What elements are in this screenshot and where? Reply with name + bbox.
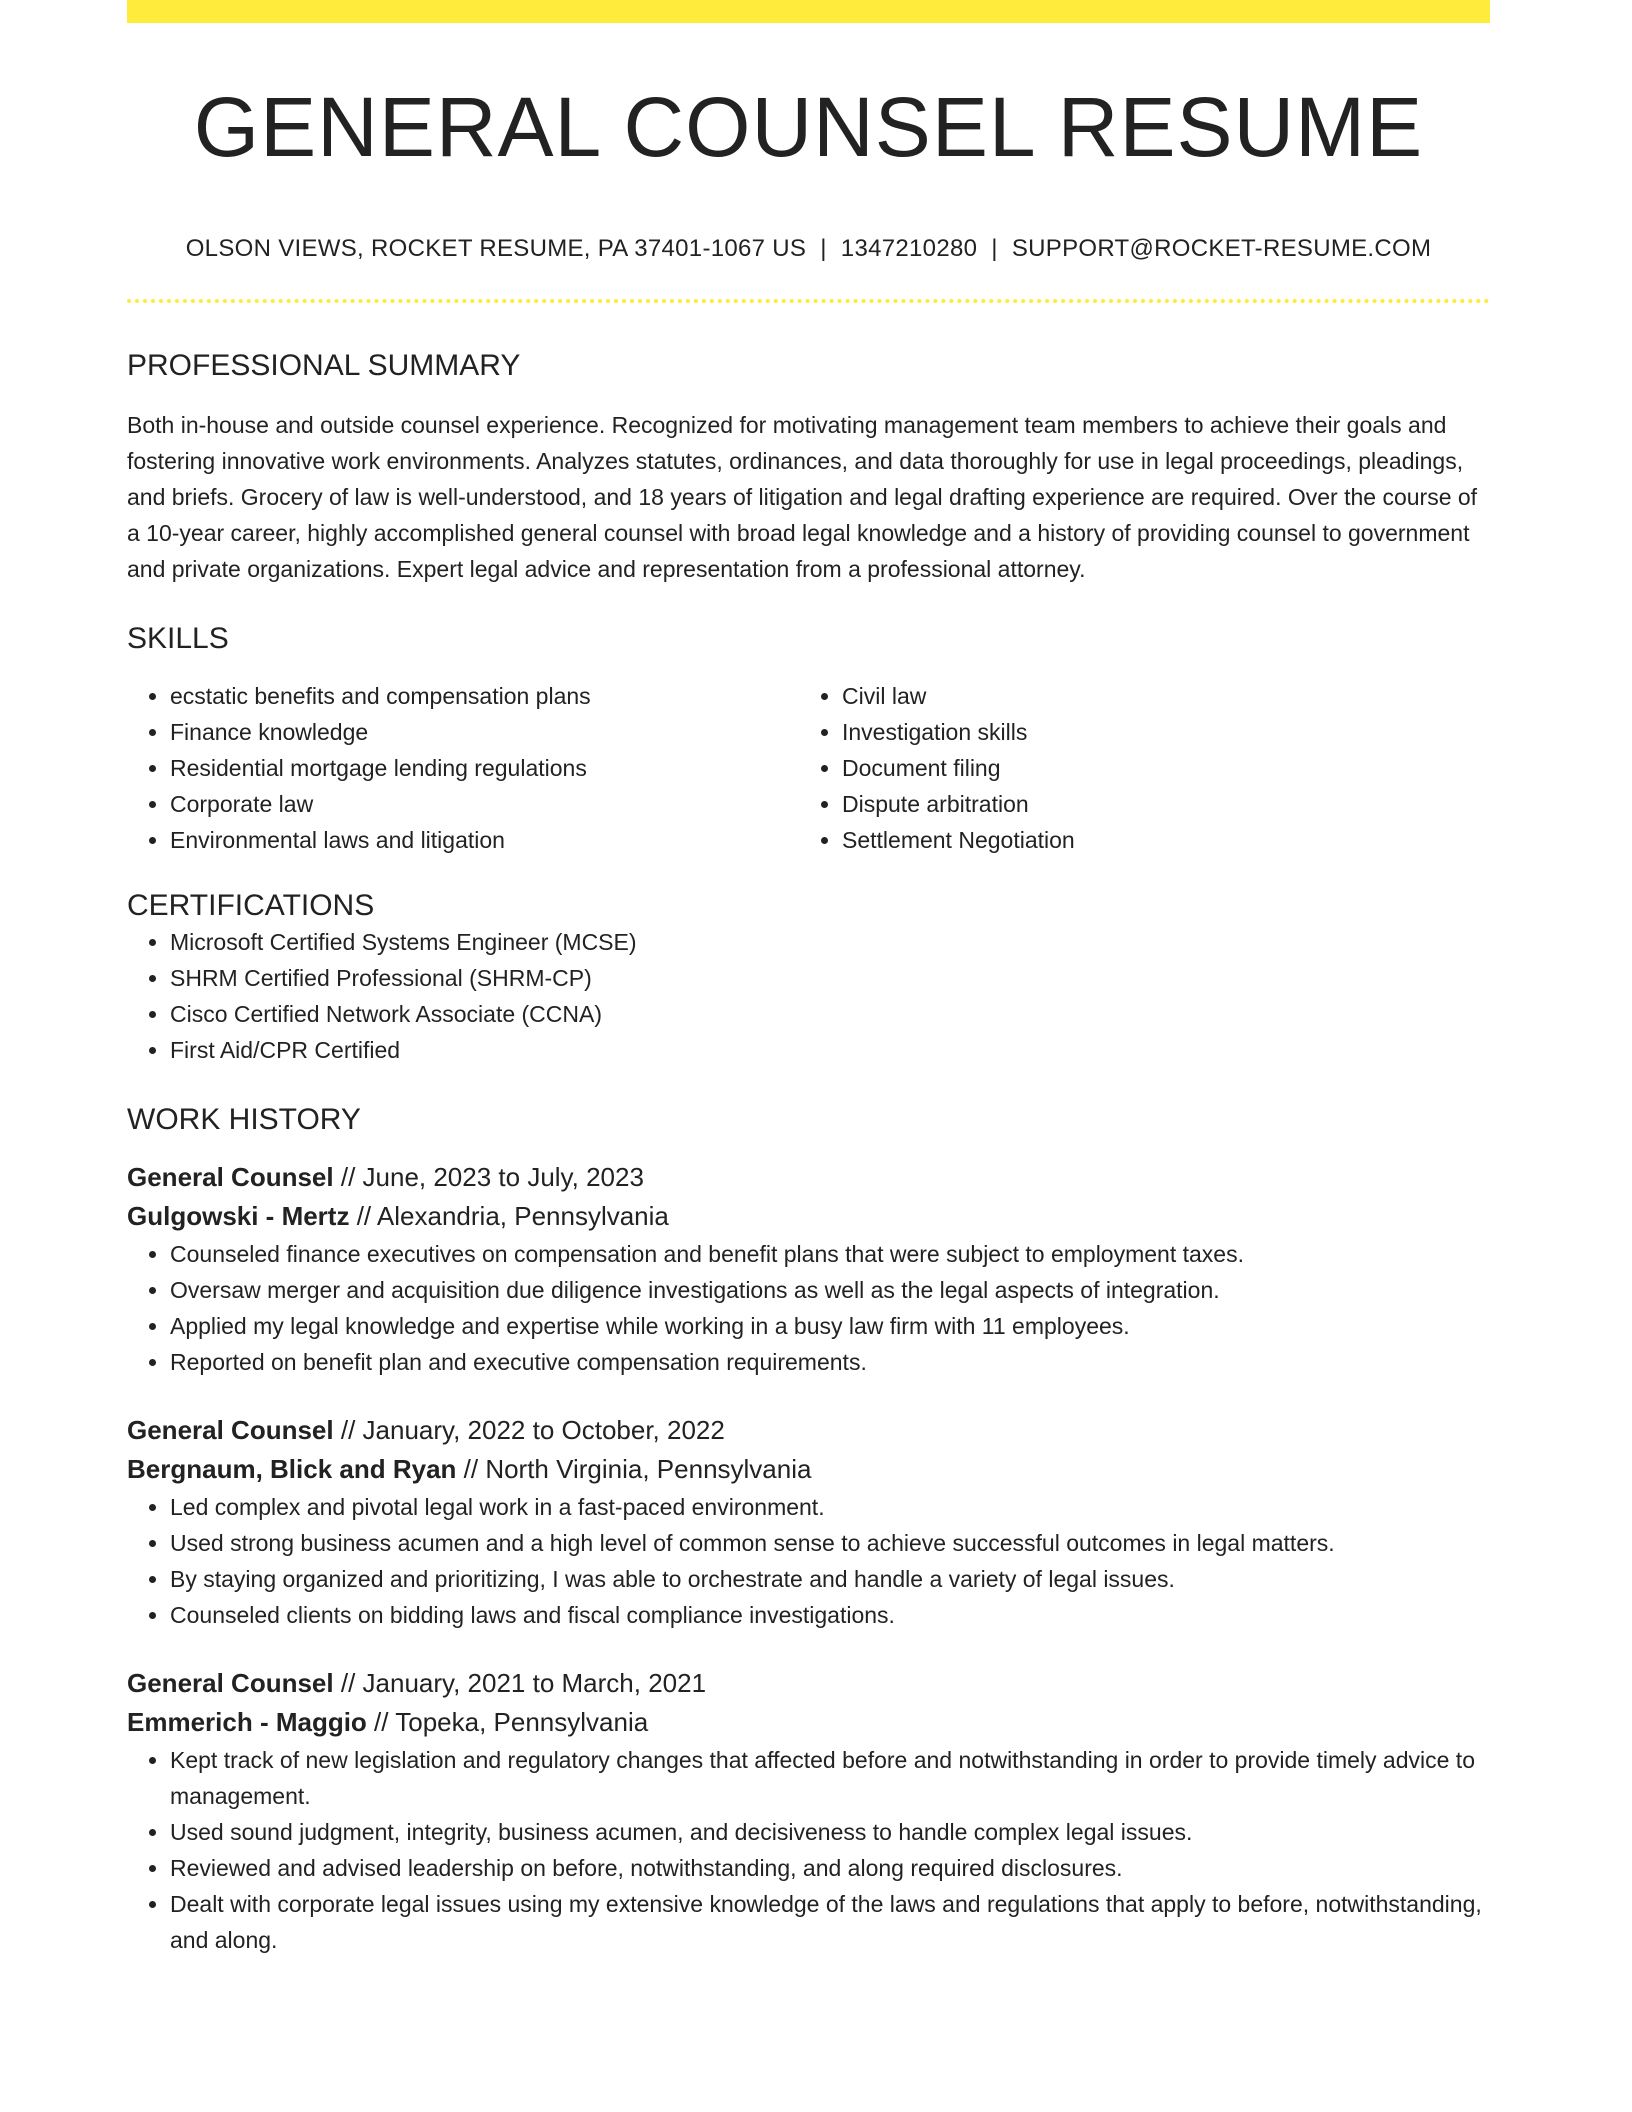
certification-item: • Cisco Certified Network Associate (CCNA)	[170, 996, 1490, 1032]
job-company: Bergnaum, Blick and Ryan	[127, 1453, 457, 1484]
job-company: Gulgowski - Mertz	[127, 1200, 350, 1231]
summary-heading: PROFESSIONAL SUMMARY	[127, 348, 521, 382]
certification-item: • Microsoft Certified Systems Engineer (MCSE)	[170, 924, 1490, 960]
job-bullet: • Used strong business acumen and a high level of common sense to achieve successful outcomes in legal matters.	[170, 1525, 1490, 1561]
job-entry	[127, 1664, 1490, 1958]
certifications-heading: CERTIFICATIONS	[127, 888, 375, 922]
job-bullet: • By staying organized and prioritizing, I was able to orchestrate and handle a variety of legal issues.	[170, 1561, 1490, 1597]
dotted-divider	[127, 299, 1490, 303]
contact-email[interactable]: SUPPORT@ROCKET-RESUME.COM	[1011, 235, 1432, 262]
job-entry	[127, 1158, 1490, 1380]
job-bullet: • Used sound judgment, integrity, business acumen, and decisiveness to handle complex legal issues.	[170, 1814, 1490, 1850]
job-bullets	[127, 1489, 1490, 1633]
job-dates: // January, 2021 to March, 2021	[333, 1667, 707, 1698]
contact-line	[127, 235, 1490, 264]
job-bullet: • Applied my legal knowledge and expertise while working in a busy law firm with 11 employees.	[170, 1308, 1490, 1344]
job-bullet: • Kept track of new legislation and regulatory changes that affected before and notwithstanding in order to provide timely advice to management.	[170, 1742, 1490, 1814]
certifications-list	[127, 924, 1490, 1068]
job-bullet: • Led complex and pivotal legal work in a fast-paced environment.	[170, 1489, 1490, 1525]
resume-page	[127, 0, 1490, 1958]
contact-separator: |	[991, 235, 998, 262]
contact-phone[interactable]: 1347210280	[840, 235, 978, 262]
job-role: General Counsel	[127, 1667, 334, 1698]
job-title-line	[127, 1411, 1490, 1450]
skill-item: • Document filing	[842, 750, 1471, 786]
job-role: General Counsel	[127, 1161, 334, 1192]
skill-item: • Civil law	[842, 678, 1471, 714]
job-location: // North Virginia, Pennsylvania	[456, 1453, 812, 1484]
job-company-line	[127, 1450, 1490, 1489]
skills-column-left	[127, 678, 799, 858]
skill-item: • Corporate law	[170, 786, 799, 822]
job-bullets	[127, 1742, 1490, 1958]
job-location: // Alexandria, Pennsylvania	[349, 1200, 669, 1231]
contact-address: OLSON VIEWS, ROCKET RESUME, PA 37401-1067 US	[185, 235, 807, 262]
skill-item: • Settlement Negotiation	[842, 822, 1471, 858]
job-role: General Counsel	[127, 1414, 334, 1445]
summary-text: Both in-house and outside counsel experience. Recognized for motivating management team members to achieve their goals and fostering innovative work environments. Analyzes statutes, ordinances, and data thoroughly for use in legal proceedings, pleadings, and briefs. Grocery of law is well-understood, and 18 years of litigation and legal drafting experience are required. Over the course of a 10-year career, highly accomplished general counsel with broad legal knowledge and a history of providing counsel to government and private organizations. Expert legal advice and representation from a professional attorney.	[127, 411, 1478, 582]
skill-item: • Investigation skills	[842, 714, 1471, 750]
job-dates: // June, 2023 to July, 2023	[333, 1161, 644, 1192]
job-bullet: • Counseled finance executives on compensation and benefit plans that were subject to employment taxes.	[170, 1236, 1490, 1272]
job-bullet: • Reviewed and advised leadership on before, notwithstanding, and along required disclosures.	[170, 1850, 1490, 1886]
skill-item: • ecstatic benefits and compensation plans	[170, 678, 799, 714]
skill-item: • Environmental laws and litigation	[170, 822, 799, 858]
skill-item: • Dispute arbitration	[842, 786, 1471, 822]
job-bullet: • Dealt with corporate legal issues using my extensive knowledge of the laws and regulations that apply to before, notwithstanding, and along.	[170, 1886, 1490, 1958]
top-accent-bar	[127, 0, 1490, 23]
job-company: Emmerich - Maggio	[127, 1706, 367, 1737]
skills-heading: SKILLS	[127, 621, 229, 655]
skills-grid	[127, 678, 1490, 858]
certification-item: • SHRM Certified Professional (SHRM-CP)	[170, 960, 1490, 996]
job-bullets	[127, 1236, 1490, 1380]
skills-column-right	[799, 678, 1471, 858]
job-dates: // January, 2022 to October, 2022	[333, 1414, 725, 1445]
work-history-heading: WORK HISTORY	[127, 1102, 361, 1136]
job-entry	[127, 1411, 1490, 1633]
skill-item: • Residential mortgage lending regulations	[170, 750, 799, 786]
job-company-line	[127, 1197, 1490, 1236]
job-bullet: • Oversaw merger and acquisition due diligence investigations as well as the legal aspects of integration.	[170, 1272, 1490, 1308]
contact-separator: |	[820, 235, 827, 262]
certification-item: • First Aid/CPR Certified	[170, 1032, 1490, 1068]
job-title-line	[127, 1158, 1490, 1197]
skill-item: • Finance knowledge	[170, 714, 799, 750]
job-company-line	[127, 1703, 1490, 1742]
job-bullet: • Reported on benefit plan and executive compensation requirements.	[170, 1344, 1490, 1380]
job-location: // Topeka, Pennsylvania	[366, 1706, 649, 1737]
job-title-line	[127, 1664, 1490, 1703]
resume-title: GENERAL COUNSEL RESUME	[193, 80, 1424, 174]
job-bullet: • Counseled clients on bidding laws and fiscal compliance investigations.	[170, 1597, 1490, 1633]
